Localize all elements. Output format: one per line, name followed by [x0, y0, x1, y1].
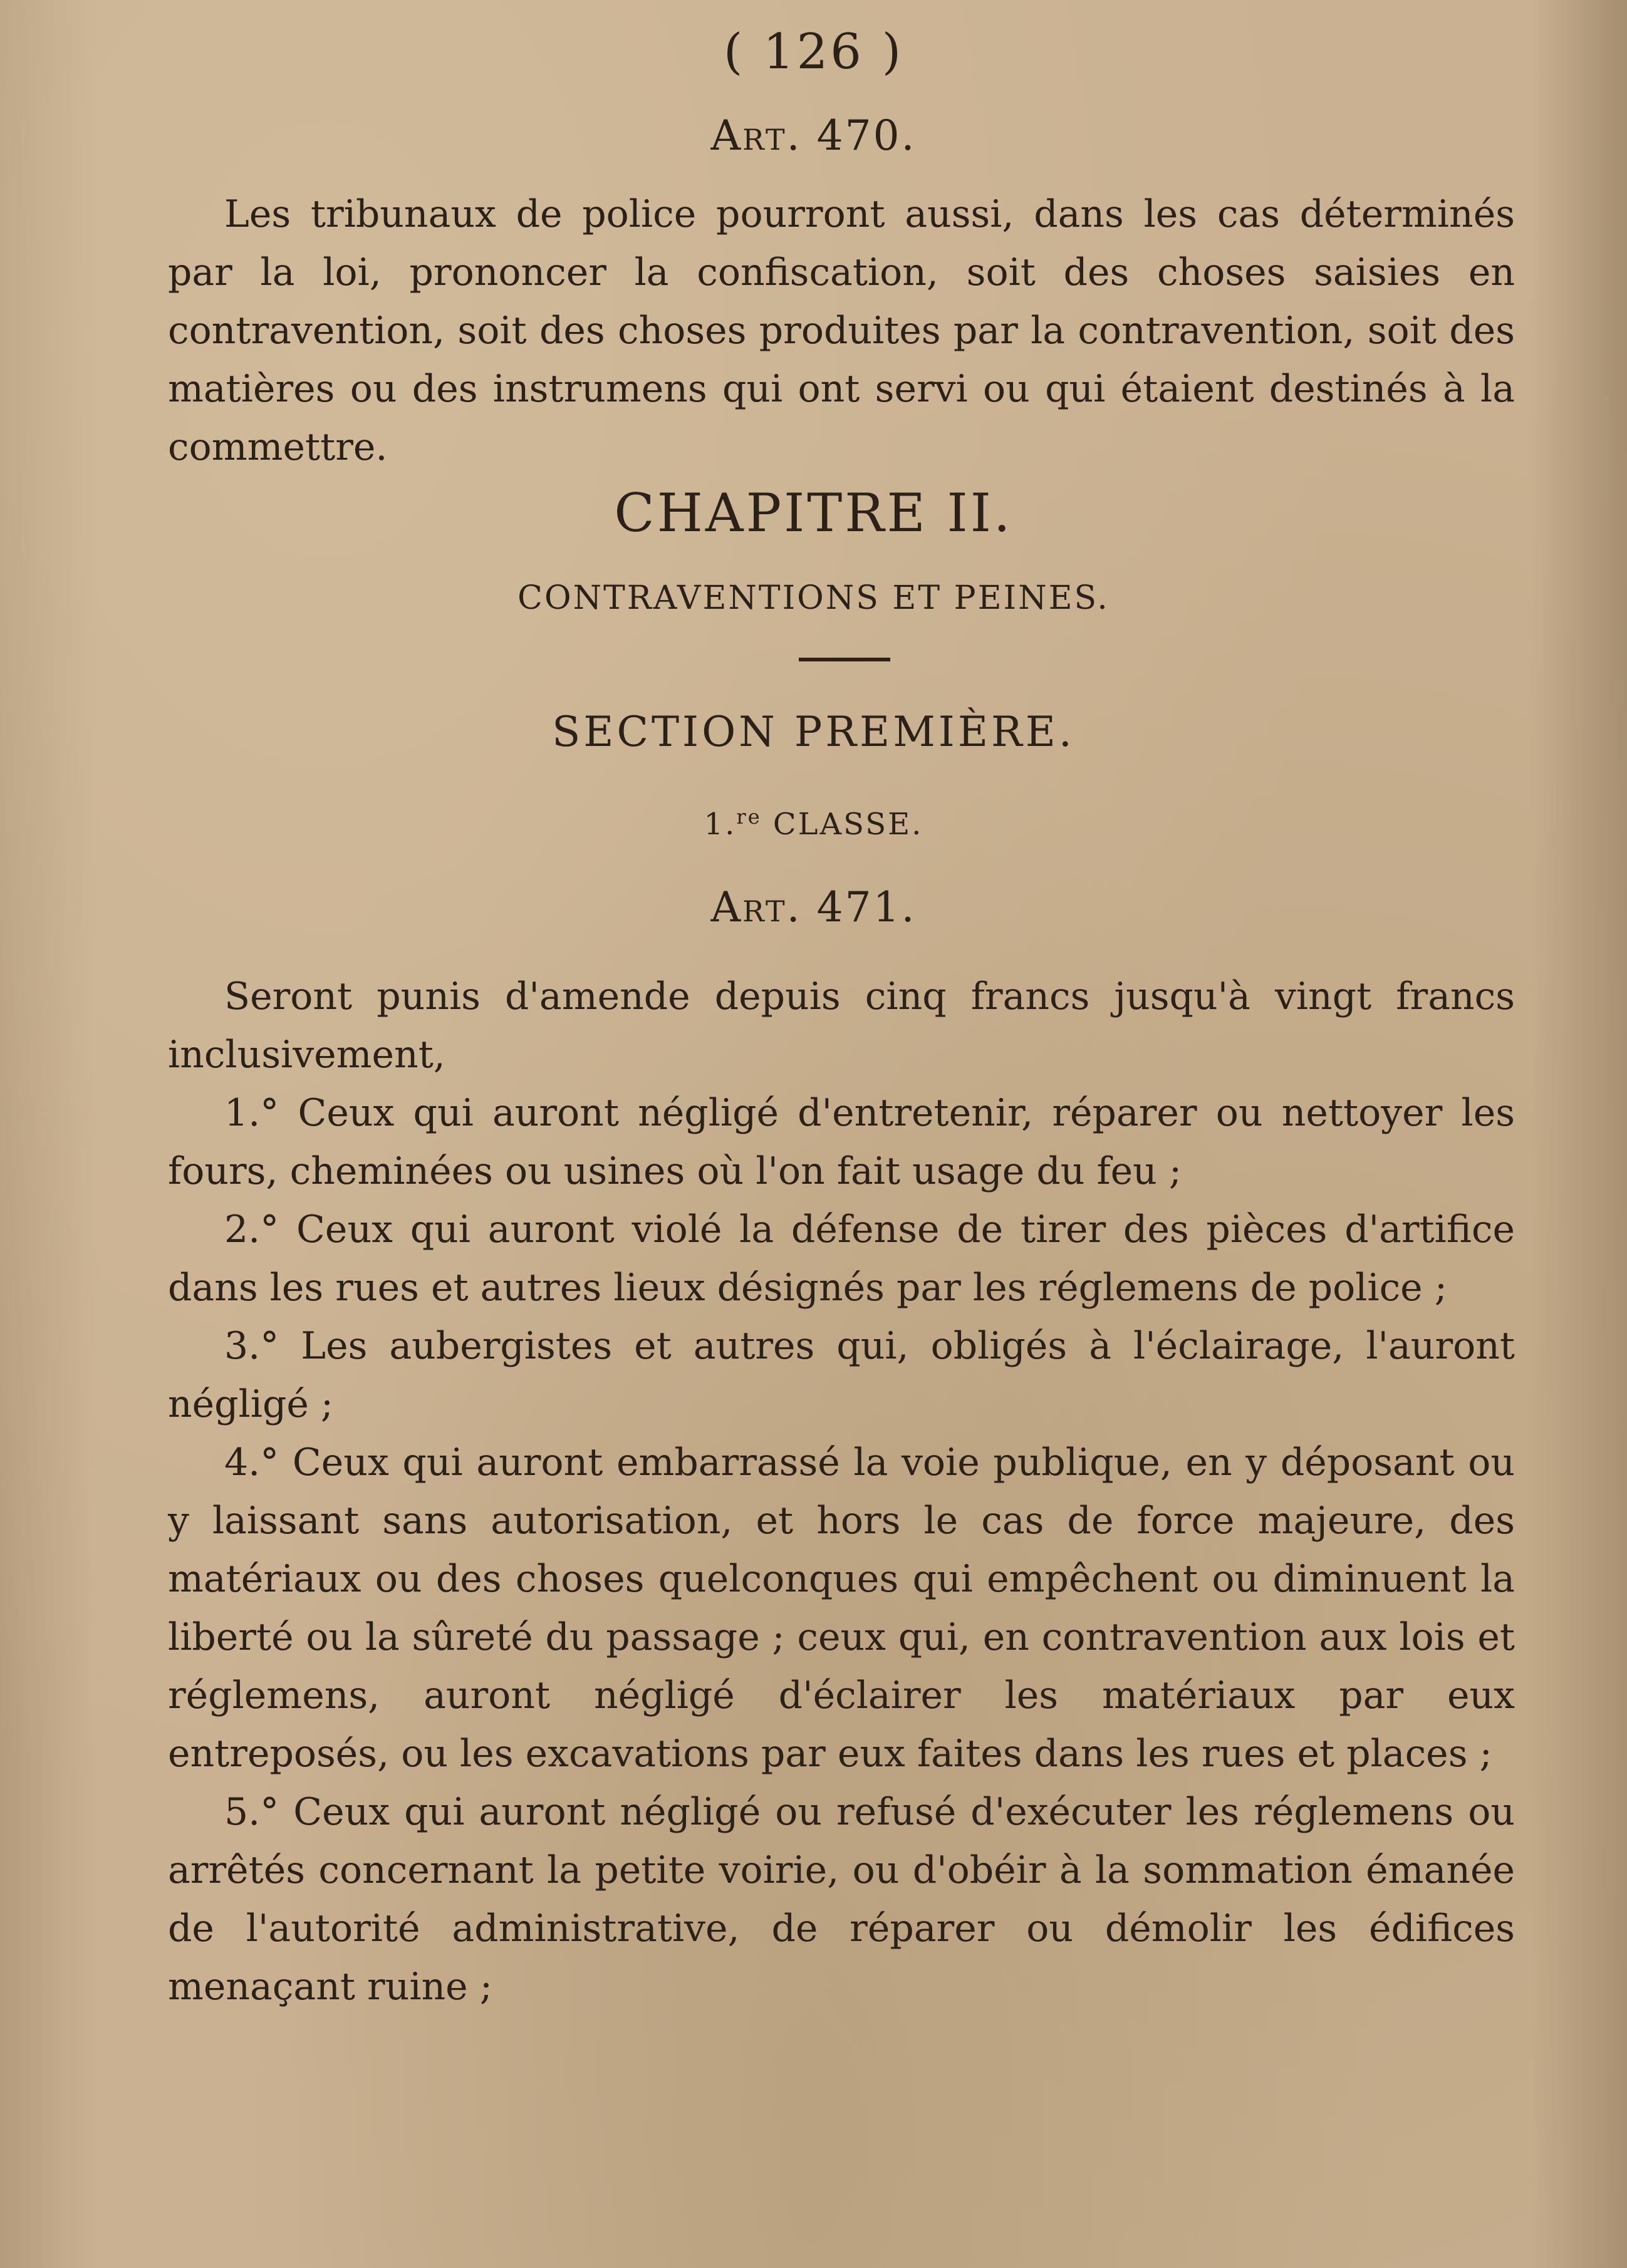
article-471-item-4: 4.° Ceux qui auront embarrassé la voie publique, en y déposant ou y laissant sans autorisation, et hors le cas de force majeure, des matériaux ou des choses quelconques qui empêchent ou diminuent la liberté ou la sûreté du passage ; ceux qui, en contravention aux lois et réglemens, auront négligé d'éclairer les matériaux par eux entreposés, ou les excavations par eux faites dans les rues et places ; [168, 1441, 1515, 1776]
article-471-heading: Art. 471. [710, 883, 917, 931]
article-471-item-2: 2.° Ceux qui auront violé la défense de tirer des pièces d'artifice dans les rues et autres lieux désignés par les réglemens de police ; [168, 1208, 1515, 1310]
section-divider [799, 658, 890, 661]
article-470-heading: Art. 470. [710, 111, 917, 160]
article-471-text [168, 968, 1515, 2016]
class-superscript: re [736, 805, 762, 829]
article-471-item-3: 3.° Les aubergistes et autres qui, obligés à l'éclairage, l'auront négligé ; [168, 1324, 1515, 1426]
chapter-title: CHAPITRE II. [614, 482, 1013, 544]
chapter-subtitle: CONTRAVENTIONS ET PEINES. [517, 579, 1110, 617]
class-heading [0, 805, 1627, 842]
class-number: 1. [704, 807, 737, 842]
article-471-item-5: 5.° Ceux qui auront négligé ou refusé d'exécuter les réglemens ou arrêtés concernant la petite voirie, ou d'obéir à la sommation émanée de l'autorité administrative, de réparer ou démolir les édifices menaçant ruine ; [168, 1790, 1515, 2009]
article-471-intro: Seront punis d'amende depuis cinq francs jusqu'à vingt francs inclusivement, [168, 975, 1515, 1077]
article-470-text [168, 185, 1515, 477]
page-number: ( 126 ) [723, 24, 904, 80]
article-470-paragraph: Les tribunaux de police pourront aussi, dans les cas déterminés par la loi, prononcer la confiscation, soit des choses saisies en contravention, soit des choses produites par la contravention, soit des matières ou des instrumens qui ont servi ou qui étaient destinés à la commettre. [168, 192, 1515, 469]
section-title: SECTION PREMIÈRE. [552, 708, 1075, 756]
class-label: CLASSE. [761, 807, 923, 842]
article-471-item-1: 1.° Ceux qui auront négligé d'entretenir, réparer ou nettoyer les fours, cheminées ou usines où l'on fait usage du feu ; [168, 1091, 1515, 1193]
